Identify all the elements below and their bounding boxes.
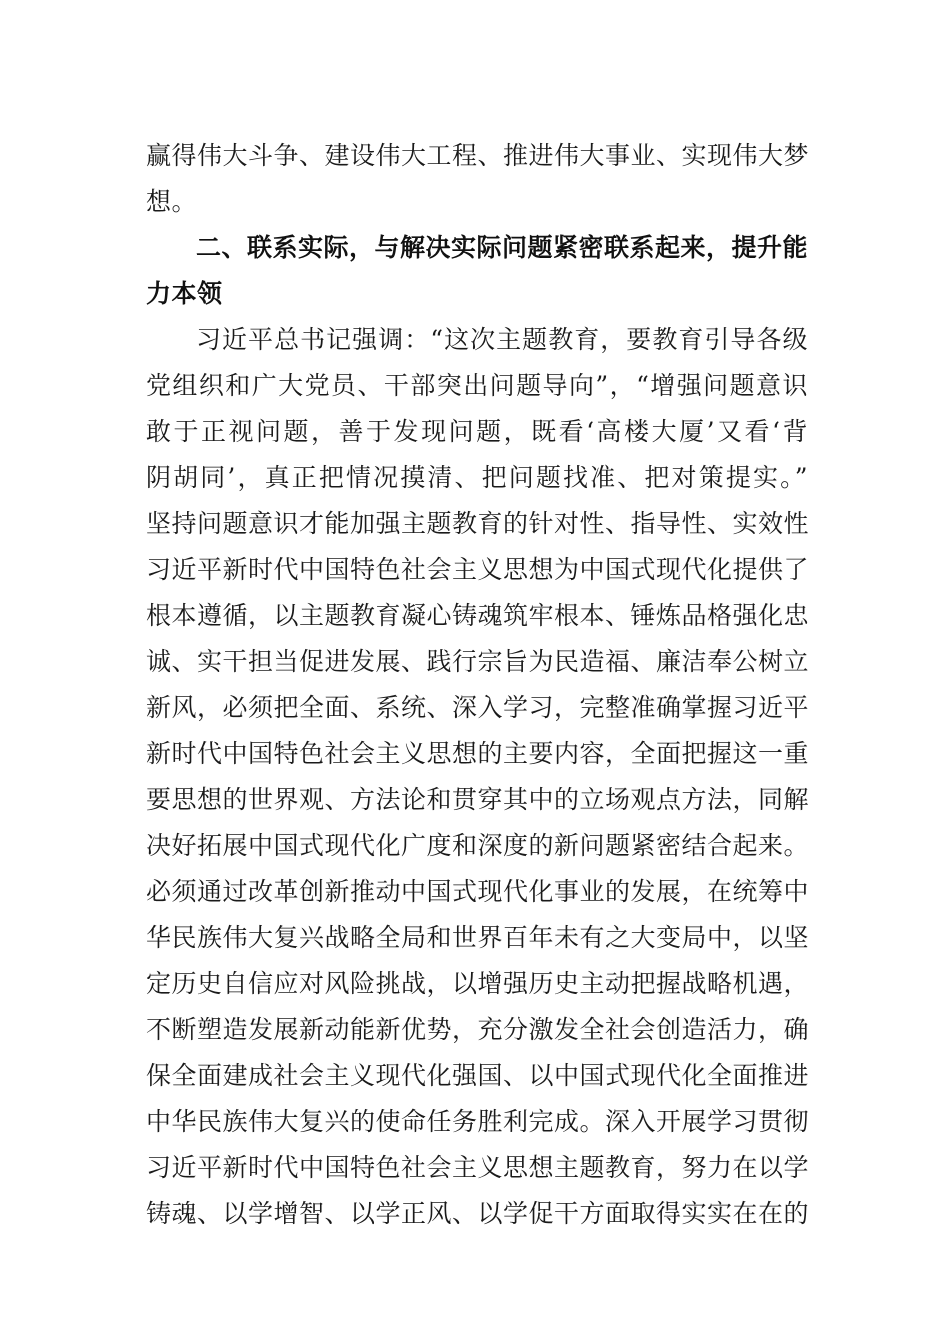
paragraph-line: 习近平新时代中国特色社会主义思想为中国式现代化提供了: [146, 555, 810, 584]
paragraph-line: 赢得伟大斗争、建设伟大工程、推进伟大事业、实现伟大梦: [146, 141, 810, 170]
continued-paragraph: [146, 133, 808, 225]
paragraph-line: 坚持问题意识才能加强主题教育的针对性、指导性、实效性: [146, 509, 810, 538]
paragraph-line: 想。: [146, 187, 198, 216]
paragraph-line: 党组织和广大党员、干部突出问题导向”，“增强问题意识: [146, 371, 808, 400]
paragraph-line: 必须通过改革创新推动中国式现代化事业的发展，在统筹中: [146, 877, 810, 906]
paragraph-line: 定历史自信应对风险挑战，以增强历史主动把握战略机遇，: [146, 969, 810, 998]
paragraph-line: 阴胡同’，真正把情况摸清、把问题找准、把对策提实。”: [146, 463, 808, 492]
section-heading: [146, 225, 808, 317]
paragraph-line: 敢于正视问题，善于发现问题，既看‘高楼大厦’又看‘背: [146, 417, 808, 446]
paragraph-line: 中华民族伟大复兴的使命任务胜利完成。深入开展学习贯彻: [146, 1107, 810, 1136]
paragraph-line: 新风，必须把全面、系统、深入学习，完整准确掌握习近平: [146, 693, 810, 722]
body-paragraph: [146, 317, 808, 1237]
paragraph-line: 保全面建成社会主义现代化强国、以中国式现代化全面推进: [146, 1061, 810, 1090]
heading-line: 力本领: [146, 279, 223, 308]
paragraph-line: 决好拓展中国式现代化广度和深度的新问题紧密结合起来。: [146, 831, 810, 860]
paragraph-line: 诚、实干担当促进发展、践行宗旨为民造福、廉洁奉公树立: [146, 647, 810, 676]
paragraph-line: 华民族伟大复兴战略全局和世界百年未有之大变局中，以坚: [146, 923, 810, 952]
paragraph-line: 习近平总书记强调：“这次主题教育，要教育引导各级: [196, 325, 808, 354]
paragraph-line: 铸魂、以学增智、以学正风、以学促干方面取得实实在在的: [146, 1199, 810, 1228]
paragraph-line: 根本遵循，以主题教育凝心铸魂筑牢根本、锤炼品格强化忠: [146, 601, 810, 630]
heading-line: 二、联系实际，与解决实际问题紧密联系起来，提升能: [196, 233, 809, 262]
paragraph-line: 新时代中国特色社会主义思想的主要内容，全面把握这一重: [146, 739, 810, 768]
paragraph-line: 习近平新时代中国特色社会主义思想主题教育，努力在以学: [146, 1153, 810, 1182]
paragraph-line: 不断塑造发展新动能新优势，充分激发全社会创造活力，确: [146, 1015, 810, 1044]
paragraph-line: 要思想的世界观、方法论和贯穿其中的立场观点方法，同解: [146, 785, 810, 814]
